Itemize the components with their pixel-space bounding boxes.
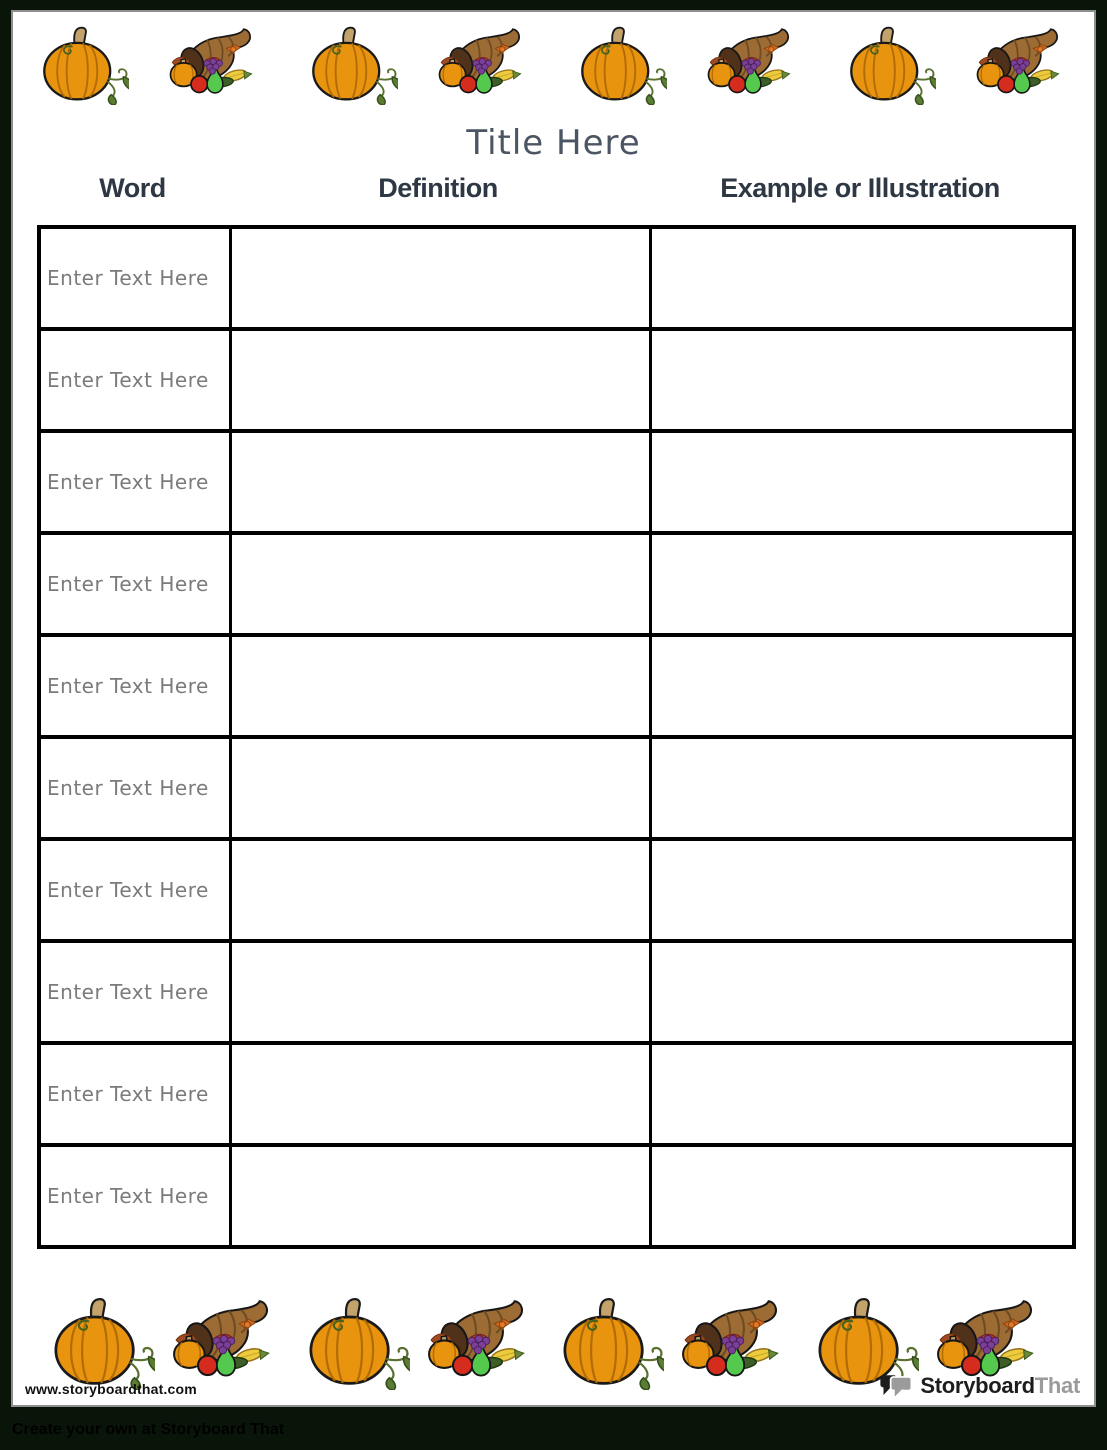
pumpkin-icon [43, 1296, 155, 1390]
column-headers [37, 173, 1072, 204]
word-cell[interactable]: Enter Text Here [39, 533, 230, 635]
table-row [39, 431, 1074, 533]
table-row [39, 941, 1074, 1043]
logo-text-that: That [1034, 1373, 1080, 1398]
pumpkin-icon [552, 1296, 664, 1390]
table-row [39, 839, 1074, 941]
table-row [39, 533, 1074, 635]
page-title[interactable]: Title Here [466, 123, 641, 163]
example-cell[interactable] [650, 1043, 1074, 1145]
word-cell[interactable]: Enter Text Here [39, 227, 230, 329]
cornucopia-icon [170, 1296, 282, 1390]
cornucopia-icon [436, 25, 532, 105]
column-header-example: Example or Illustration [720, 173, 1000, 203]
definition-cell[interactable] [230, 329, 650, 431]
table-row [39, 635, 1074, 737]
word-cell[interactable]: Enter Text Here [39, 635, 230, 737]
table-row [39, 737, 1074, 839]
storyboardthat-logo [879, 1370, 1080, 1402]
table-row [39, 329, 1074, 431]
pumpkin-icon [33, 25, 129, 105]
table-row [39, 1043, 1074, 1145]
word-cell[interactable]: Enter Text Here [39, 1145, 230, 1247]
table-row [39, 227, 1074, 329]
cornucopia-icon [679, 1296, 791, 1390]
definition-cell[interactable] [230, 227, 650, 329]
definition-cell[interactable] [230, 839, 650, 941]
pumpkin-icon [298, 1296, 410, 1390]
example-cell[interactable] [650, 329, 1074, 431]
column-header-definition: Definition [378, 173, 498, 203]
definition-cell[interactable] [230, 635, 650, 737]
definition-cell[interactable] [230, 941, 650, 1043]
cornucopia-icon [167, 25, 263, 105]
word-cell[interactable]: Enter Text Here [39, 431, 230, 533]
word-cell[interactable]: Enter Text Here [39, 1043, 230, 1145]
cornucopia-icon [974, 25, 1070, 105]
word-cell[interactable]: Enter Text Here [39, 329, 230, 431]
example-cell[interactable] [650, 839, 1074, 941]
bottom-banner [0, 1407, 1107, 1450]
logo-text-storyboard: Storyboard [920, 1373, 1035, 1398]
example-cell[interactable] [650, 941, 1074, 1043]
worksheet-page [11, 10, 1096, 1407]
pumpkin-icon [302, 25, 398, 105]
word-cell[interactable]: Enter Text Here [39, 737, 230, 839]
table-row [39, 1145, 1074, 1247]
example-cell[interactable] [650, 1145, 1074, 1247]
definition-cell[interactable] [230, 1145, 650, 1247]
word-cell[interactable]: Enter Text Here [39, 941, 230, 1043]
definition-cell[interactable] [230, 737, 650, 839]
example-cell[interactable] [650, 533, 1074, 635]
top-decoration-row [33, 25, 1070, 107]
speech-bubbles-icon [879, 1370, 915, 1402]
vocabulary-table [37, 225, 1076, 1249]
pumpkin-icon [571, 25, 667, 105]
definition-cell[interactable] [230, 431, 650, 533]
definition-cell[interactable] [230, 533, 650, 635]
website-url: www.storyboardthat.com [25, 1381, 197, 1397]
column-header-word: Word [99, 173, 166, 203]
definition-cell[interactable] [230, 1043, 650, 1145]
banner-text: Create your own at Storyboard That [12, 1421, 285, 1438]
example-cell[interactable] [650, 227, 1074, 329]
example-cell[interactable] [650, 431, 1074, 533]
word-cell[interactable]: Enter Text Here [39, 839, 230, 941]
example-cell[interactable] [650, 737, 1074, 839]
example-cell[interactable] [650, 635, 1074, 737]
cornucopia-icon [425, 1296, 537, 1390]
pumpkin-icon [840, 25, 936, 105]
cornucopia-icon [705, 25, 801, 105]
